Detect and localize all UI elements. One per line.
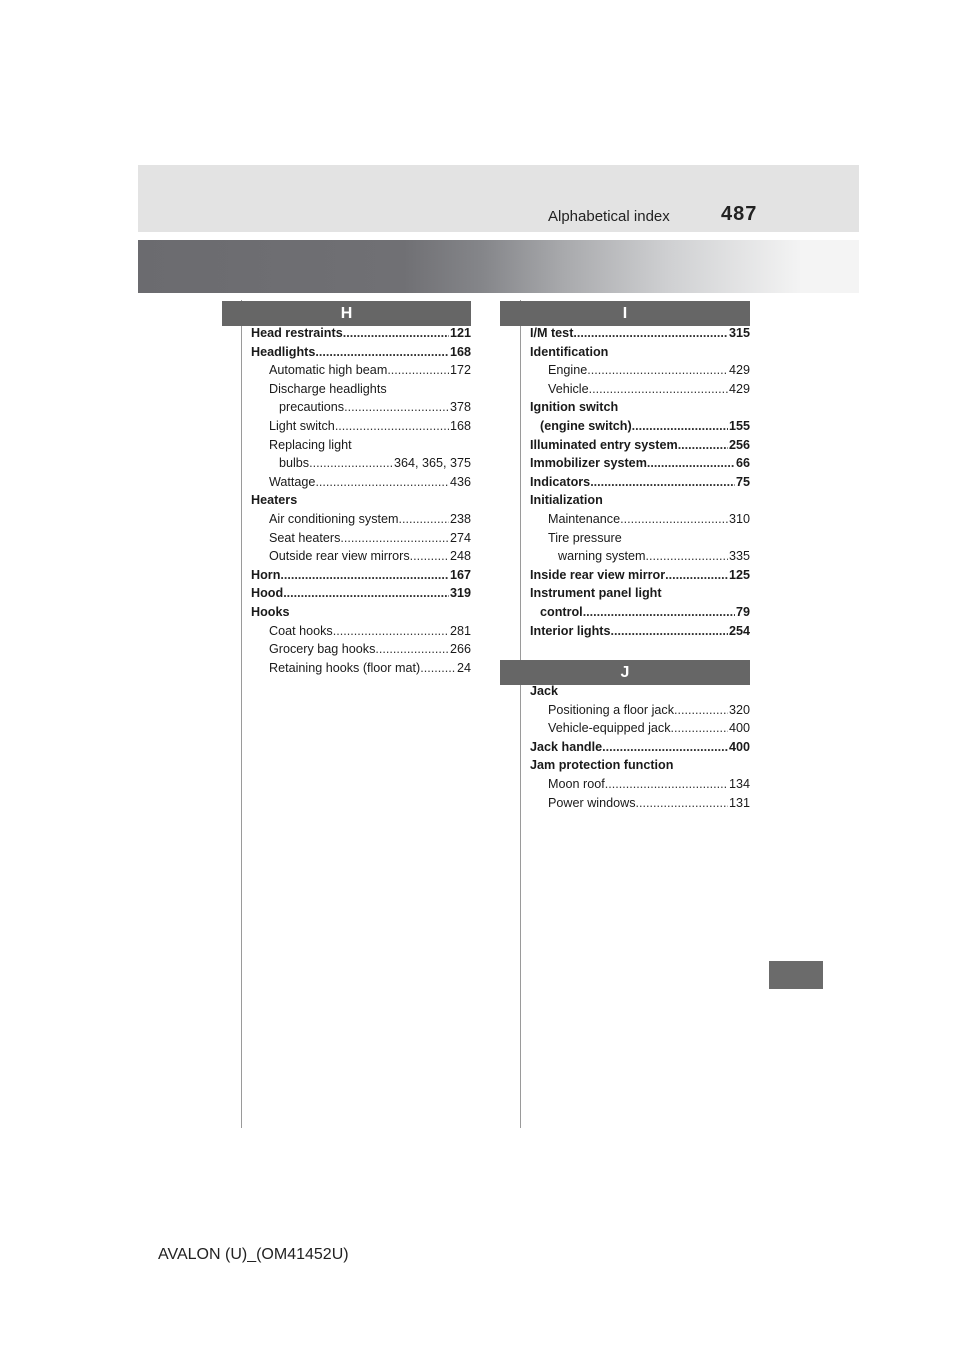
index-entry (251, 584, 471, 603)
dot-leader (608, 343, 750, 362)
index-entry (530, 794, 750, 813)
index-entry-label: Coat hooks (269, 623, 333, 638)
index-entry (530, 756, 750, 775)
dot-leader (662, 584, 750, 603)
index-entry-label: Vehicle-equipped jack (548, 721, 671, 736)
index-entry-page: 429 (728, 363, 750, 378)
dot-leader (343, 324, 449, 343)
index-entry-page: 155 (728, 418, 750, 433)
dot-leader (603, 491, 750, 510)
index-entry (251, 491, 471, 510)
footer-model-code: AVALON (U)_(OM41452U) (158, 1246, 349, 1263)
index-entry-label: Initialization (530, 493, 603, 508)
index-entry-label: Engine (548, 363, 588, 378)
index-entry-label: Illuminated entry system (530, 437, 678, 452)
index-entry-label: Hooks (251, 604, 290, 619)
index-entry (251, 603, 471, 622)
thumb-index-tab (769, 961, 823, 989)
dot-leader (410, 547, 449, 566)
index-entry-page: 125 (728, 567, 750, 582)
dot-leader (678, 436, 728, 455)
index-entry (530, 343, 750, 362)
index-entry-label: Indicators (530, 474, 591, 489)
index-entry (251, 566, 471, 585)
dot-leader (333, 622, 449, 641)
dot-leader (375, 640, 449, 659)
index-entry-label: Discharge headlights (269, 381, 387, 396)
column-divider-right (520, 300, 521, 1128)
index-entry-label: Jack (530, 684, 559, 698)
index-entry-page: 24 (456, 660, 471, 675)
index-entry (530, 454, 750, 473)
dot-leader (583, 603, 735, 622)
index-entry-label: Head restraints (251, 326, 343, 340)
index-entry (530, 603, 750, 622)
index-entry-page: 79 (735, 604, 750, 619)
index-entry (530, 701, 750, 720)
index-entry (530, 380, 750, 399)
index-entry (530, 775, 750, 794)
dot-leader (573, 324, 728, 343)
index-entry (251, 510, 471, 529)
index-entry (530, 473, 750, 492)
index-entry-label: Ignition switch (530, 400, 619, 415)
page-title: Alphabetical index (548, 208, 670, 225)
index-entry (530, 566, 750, 585)
dot-leader (632, 417, 728, 436)
index-entry-page: 121 (449, 326, 471, 340)
index-entry-page: 436 (449, 474, 471, 489)
page-number: 487 (721, 203, 758, 225)
dot-leader (387, 361, 449, 380)
dot-leader (309, 454, 393, 473)
dot-leader (674, 701, 728, 720)
index-entry (251, 529, 471, 548)
index-entry-page: 266 (449, 642, 471, 657)
index-entry (530, 436, 750, 455)
dot-leader (340, 529, 449, 548)
index-entry-page: 378 (449, 400, 471, 415)
index-entry-label: Jam protection function (530, 758, 674, 773)
index-entry-label: Hood (251, 586, 284, 601)
index-entry-page: 274 (449, 530, 471, 545)
index-entry-label: Replacing light (269, 437, 352, 452)
dot-leader (297, 491, 471, 510)
dot-leader (315, 473, 449, 492)
index-entry-label: Maintenance (548, 511, 621, 526)
index-entry (530, 417, 750, 436)
index-entry (251, 659, 471, 678)
index-entry (251, 361, 471, 380)
dot-leader (636, 794, 728, 813)
index-entry-label: warning system (558, 549, 646, 564)
index-entry-page: 310 (728, 511, 750, 526)
section-j-entries (530, 682, 750, 812)
index-entry-label: Moon roof (548, 776, 605, 791)
index-entry (251, 473, 471, 492)
index-entry-page: 168 (449, 344, 471, 359)
index-entry (251, 547, 471, 566)
decorative-gradient-bar-end (802, 240, 859, 293)
index-entry-label: Light switch (269, 418, 335, 433)
dot-leader (344, 398, 449, 417)
index-entry-page: 320 (728, 702, 750, 717)
index-entry (251, 380, 471, 399)
index-entry (251, 417, 471, 436)
index-entry-label: Wattage (269, 474, 316, 489)
index-entry-page: 256 (728, 437, 750, 452)
index-entry (530, 622, 750, 641)
index-entry-page: 315 (728, 326, 750, 340)
dot-leader (280, 566, 449, 585)
index-entry-page: 254 (728, 623, 750, 638)
index-entry (251, 640, 471, 659)
dot-leader (618, 398, 750, 417)
index-entry (251, 398, 471, 417)
index-entry-label: Vehicle (548, 381, 589, 396)
dot-leader (605, 775, 728, 794)
index-entry-page: 429 (728, 381, 750, 396)
index-entry-label: (engine switch) (540, 418, 632, 433)
index-entry-label: Positioning a floor jack (548, 702, 675, 717)
dot-leader (622, 529, 750, 548)
index-entry-label: bulbs (279, 456, 310, 471)
dot-leader (315, 343, 449, 362)
section-header-i: I (500, 301, 750, 326)
dot-leader (420, 659, 456, 678)
dot-leader (352, 436, 471, 455)
dot-leader (646, 547, 728, 566)
index-entry-label: I/M test (530, 326, 574, 340)
index-entry-page: 319 (449, 586, 471, 601)
index-entry (530, 529, 750, 548)
index-entry-page: 281 (449, 623, 471, 638)
index-entry-label: Air conditioning system (269, 511, 399, 526)
index-entry-page: 335 (728, 549, 750, 564)
index-entry (251, 343, 471, 362)
index-entry-page: 134 (728, 776, 750, 791)
decorative-gradient-bar (138, 240, 802, 293)
index-entry-label: control (540, 604, 583, 619)
index-entry-label: Seat heaters (269, 530, 341, 545)
dot-leader (283, 584, 449, 603)
index-entry-page: 66 (735, 456, 750, 471)
index-entry-label: Outside rear view mirrors (269, 549, 410, 564)
index-entry-label: precautions (279, 400, 345, 415)
index-entry-label: Grocery bag hooks (269, 642, 376, 657)
section-header-j: J (500, 660, 750, 685)
index-entry (530, 491, 750, 510)
index-entry (530, 547, 750, 566)
index-entry-page: 400 (728, 739, 750, 754)
index-entry-label: Interior lights (530, 623, 611, 638)
index-entry-page: 238 (449, 511, 471, 526)
index-entry (251, 454, 471, 473)
dot-leader (620, 510, 728, 529)
index-entry-label: Immobilizer system (530, 456, 647, 471)
index-entry (251, 436, 471, 455)
dot-leader (587, 361, 728, 380)
index-entry-label: Automatic high beam (269, 363, 388, 378)
index-entry-label: Inside rear view mirror (530, 567, 666, 582)
index-entry (530, 361, 750, 380)
dot-leader (673, 756, 750, 775)
index-entry (530, 738, 750, 757)
index-entry-page: 172 (449, 363, 471, 378)
section-i-entries (530, 324, 750, 640)
index-entry-label: Retaining hooks (floor mat) (269, 660, 421, 675)
index-entry-label: Instrument panel light (530, 586, 662, 601)
column-divider-left (241, 300, 242, 1128)
index-entry (251, 622, 471, 641)
index-entry (530, 398, 750, 417)
index-entry-page: 167 (449, 567, 471, 582)
index-entry-label: Identification (530, 344, 609, 359)
dot-leader (399, 510, 449, 529)
index-entry-label: Jack handle (530, 739, 603, 754)
dot-leader (647, 454, 735, 473)
index-entry-page: 168 (449, 418, 471, 433)
index-entry-page: 248 (449, 549, 471, 564)
section-h-entries (251, 324, 471, 677)
dot-leader (589, 380, 728, 399)
dot-leader (387, 380, 471, 399)
dot-leader (602, 738, 728, 757)
index-entry-label: Tire pressure (548, 530, 622, 545)
index-entry-label: Heaters (251, 493, 298, 508)
index-entry (251, 324, 471, 343)
index-entry (530, 324, 750, 343)
index-entry-page: 400 (728, 721, 750, 736)
dot-leader (558, 682, 750, 701)
index-entry-label: Horn (251, 567, 281, 582)
dot-leader (610, 622, 728, 641)
index-entry-label: Headlights (251, 344, 316, 359)
index-entry-page: 364, 365, 375 (393, 456, 471, 471)
index-entry-page: 131 (728, 795, 750, 810)
index-entry-label: Power windows (548, 795, 636, 810)
index-entry (530, 682, 750, 701)
index-entry (530, 719, 750, 738)
dot-leader (335, 417, 449, 436)
dot-leader (290, 603, 472, 622)
dot-leader (671, 719, 728, 738)
index-entry (530, 510, 750, 529)
section-header-h: H (222, 301, 471, 326)
index-entry-page: 75 (735, 474, 750, 489)
index-entry (530, 584, 750, 603)
dot-leader (590, 473, 735, 492)
dot-leader (665, 566, 728, 585)
